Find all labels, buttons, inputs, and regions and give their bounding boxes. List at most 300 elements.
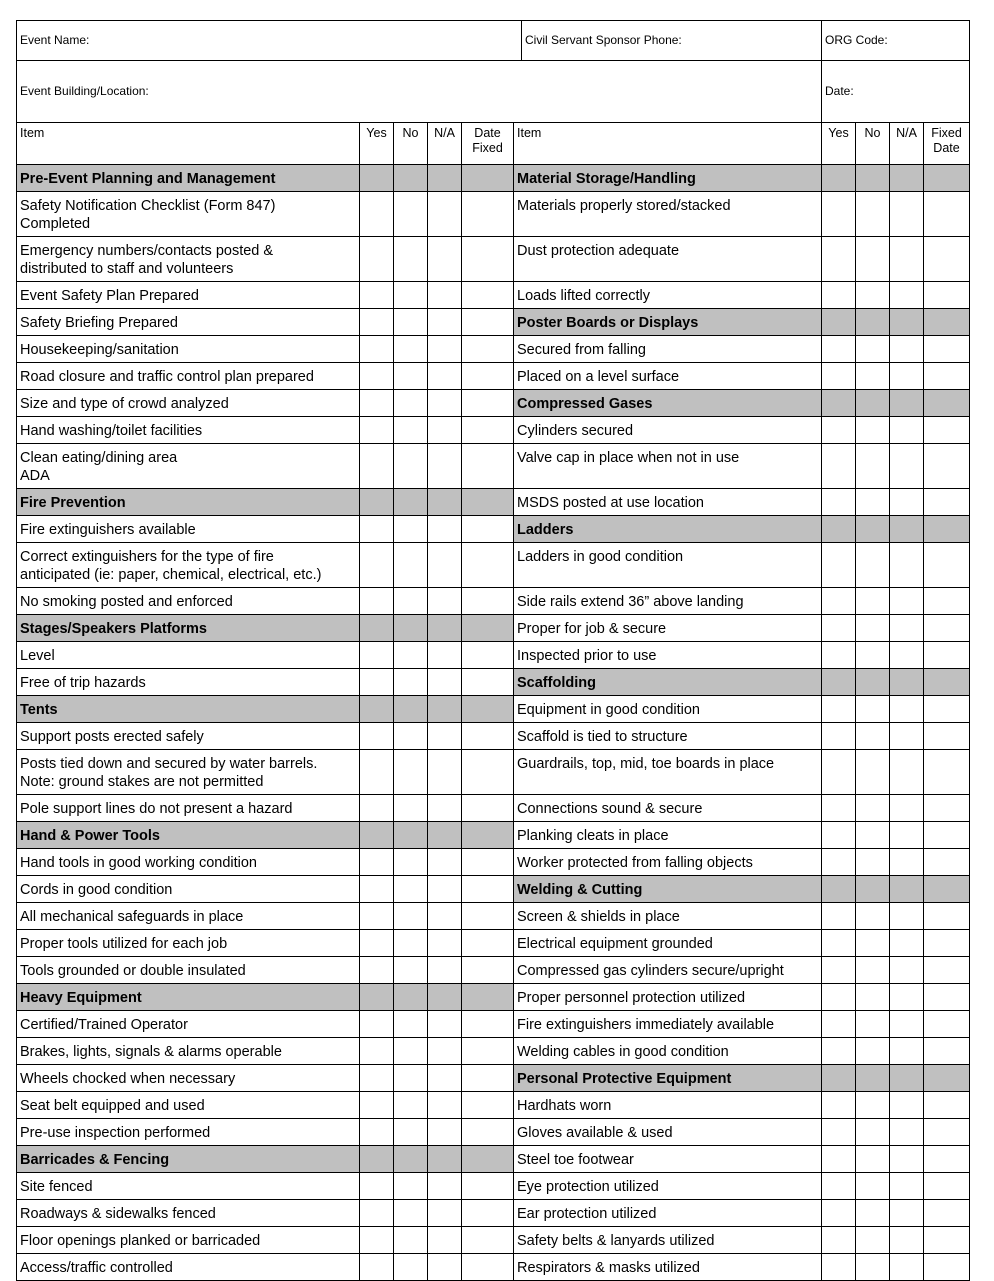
left-item-header: Item xyxy=(17,123,360,165)
right-na-checkbox-cell[interactable] xyxy=(890,750,924,795)
left-yes-checkbox-cell[interactable] xyxy=(360,1011,394,1038)
left-yes-checkbox-cell[interactable] xyxy=(360,309,394,336)
left-fixed-checkbox-cell[interactable] xyxy=(462,543,514,588)
right-na-checkbox-cell[interactable] xyxy=(890,930,924,957)
right-yes-checkbox-cell[interactable] xyxy=(822,696,856,723)
right-yes-checkbox-cell[interactable] xyxy=(822,1038,856,1065)
right-no-checkbox-cell[interactable] xyxy=(856,588,890,615)
right-no-checkbox-cell[interactable] xyxy=(856,984,890,1011)
right-na-checkbox-cell[interactable] xyxy=(890,237,924,282)
right-no-checkbox-cell[interactable] xyxy=(856,363,890,390)
right-na-checkbox-cell[interactable] xyxy=(890,1173,924,1200)
right-na-header: N/A xyxy=(890,123,924,165)
left-yes-checkbox-cell[interactable] xyxy=(360,390,394,417)
left-fixed-checkbox-cell[interactable] xyxy=(462,1092,514,1119)
left-fixed-checkbox-cell[interactable] xyxy=(462,1254,514,1281)
checklist-sheet xyxy=(16,20,969,1281)
right-no-checkbox-cell[interactable] xyxy=(856,444,890,489)
left-no-checkbox-cell[interactable] xyxy=(394,237,428,282)
right-checklist-item: Ear protection utilized xyxy=(514,1200,822,1227)
right-yes-checkbox-cell xyxy=(822,669,856,696)
left-no-checkbox-cell[interactable] xyxy=(394,309,428,336)
right-na-checkbox-cell[interactable] xyxy=(890,1146,924,1173)
right-fixed-checkbox-cell[interactable] xyxy=(924,930,970,957)
left-no-checkbox-cell[interactable] xyxy=(394,192,428,237)
right-no-checkbox-cell[interactable] xyxy=(856,1173,890,1200)
left-na-checkbox-cell[interactable] xyxy=(428,957,462,984)
right-yes-checkbox-cell[interactable] xyxy=(822,1254,856,1281)
left-yes-checkbox-cell[interactable] xyxy=(360,588,394,615)
right-section-heading: Ladders xyxy=(514,516,822,543)
left-checklist-item: Clean eating/dining area ADA xyxy=(17,444,360,489)
right-na-checkbox-cell[interactable] xyxy=(890,1092,924,1119)
right-yes-checkbox-cell xyxy=(822,1065,856,1092)
left-checklist-item: Hand tools in good working condition xyxy=(17,849,360,876)
right-yes-checkbox-cell[interactable] xyxy=(822,444,856,489)
right-na-checkbox-cell[interactable] xyxy=(890,1119,924,1146)
right-fixed-checkbox-cell[interactable] xyxy=(924,642,970,669)
right-yes-checkbox-cell[interactable] xyxy=(822,417,856,444)
right-checklist-item: Gloves available & used xyxy=(514,1119,822,1146)
right-fixed-checkbox-cell[interactable] xyxy=(924,1119,970,1146)
right-yes-checkbox-cell[interactable] xyxy=(822,1092,856,1119)
left-no-checkbox-cell[interactable] xyxy=(394,1173,428,1200)
left-na-checkbox-cell[interactable] xyxy=(428,1119,462,1146)
right-fixed-checkbox-cell[interactable] xyxy=(924,1146,970,1173)
left-fixed-checkbox-cell[interactable] xyxy=(462,1011,514,1038)
left-yes-checkbox-cell[interactable] xyxy=(360,192,394,237)
left-na-checkbox-cell[interactable] xyxy=(428,849,462,876)
left-fixed-checkbox-cell[interactable] xyxy=(462,192,514,237)
left-fixed-checkbox-cell[interactable] xyxy=(462,309,514,336)
right-no-checkbox-cell[interactable] xyxy=(856,795,890,822)
right-na-checkbox-cell[interactable] xyxy=(890,696,924,723)
table-row xyxy=(17,1119,970,1146)
right-yes-checkbox-cell[interactable] xyxy=(822,588,856,615)
right-na-checkbox-cell[interactable] xyxy=(890,723,924,750)
left-na-checkbox-cell xyxy=(428,822,462,849)
left-no-checkbox-cell[interactable] xyxy=(394,1227,428,1254)
left-yes-checkbox-cell[interactable] xyxy=(360,903,394,930)
left-no-checkbox-cell[interactable] xyxy=(394,930,428,957)
right-yes-checkbox-cell[interactable] xyxy=(822,1227,856,1254)
left-na-checkbox-cell[interactable] xyxy=(428,1011,462,1038)
table-row xyxy=(17,1092,970,1119)
left-fixed-checkbox-cell[interactable] xyxy=(462,849,514,876)
event-name-field[interactable] xyxy=(17,21,522,61)
left-no-checkbox-cell xyxy=(394,822,428,849)
right-fixed-checkbox-cell[interactable] xyxy=(924,192,970,237)
left-na-checkbox-cell[interactable] xyxy=(428,282,462,309)
left-no-checkbox-cell[interactable] xyxy=(394,1065,428,1092)
right-checklist-item: Equipment in good condition xyxy=(514,696,822,723)
left-checklist-item: Site fenced xyxy=(17,1173,360,1200)
right-no-checkbox-cell[interactable] xyxy=(856,849,890,876)
left-fixed-checkbox-cell[interactable] xyxy=(462,588,514,615)
left-no-checkbox-cell[interactable] xyxy=(394,795,428,822)
left-yes-checkbox-cell[interactable] xyxy=(360,336,394,363)
left-fixed-checkbox-cell[interactable] xyxy=(462,1119,514,1146)
left-na-checkbox-cell[interactable] xyxy=(428,1227,462,1254)
right-na-checkbox-cell[interactable] xyxy=(890,984,924,1011)
left-yes-checkbox-cell[interactable] xyxy=(360,363,394,390)
right-no-checkbox-cell[interactable] xyxy=(856,1254,890,1281)
right-section-heading: Poster Boards or Displays xyxy=(514,309,822,336)
left-na-checkbox-cell[interactable] xyxy=(428,795,462,822)
right-fixed-checkbox-cell[interactable] xyxy=(924,1200,970,1227)
left-na-checkbox-cell[interactable] xyxy=(428,1173,462,1200)
right-fixed-checkbox-cell[interactable] xyxy=(924,489,970,516)
left-na-checkbox-cell[interactable] xyxy=(428,543,462,588)
right-no-checkbox-cell[interactable] xyxy=(856,1146,890,1173)
right-fixed-checkbox-cell[interactable] xyxy=(924,444,970,489)
right-na-checkbox-cell[interactable] xyxy=(890,903,924,930)
left-no-checkbox-cell[interactable] xyxy=(394,876,428,903)
left-yes-checkbox-cell[interactable] xyxy=(360,1038,394,1065)
left-no-checkbox-cell[interactable] xyxy=(394,336,428,363)
left-yes-checkbox-cell[interactable] xyxy=(360,669,394,696)
left-fixed-checkbox-cell[interactable] xyxy=(462,1038,514,1065)
right-yes-checkbox-cell[interactable] xyxy=(822,903,856,930)
left-no-checkbox-cell[interactable] xyxy=(394,543,428,588)
right-no-checkbox-cell[interactable] xyxy=(856,1119,890,1146)
right-yes-checkbox-cell[interactable] xyxy=(822,1146,856,1173)
right-yes-checkbox-cell[interactable] xyxy=(822,822,856,849)
left-no-checkbox-cell[interactable] xyxy=(394,903,428,930)
left-yes-checkbox-cell[interactable] xyxy=(360,1254,394,1281)
right-yes-header: Yes xyxy=(822,123,856,165)
left-no-checkbox-cell[interactable] xyxy=(394,1092,428,1119)
right-checklist-item: Proper personnel protection utilized xyxy=(514,984,822,1011)
right-no-checkbox-cell[interactable] xyxy=(856,489,890,516)
left-na-checkbox-cell[interactable] xyxy=(428,1065,462,1092)
right-yes-checkbox-cell[interactable] xyxy=(822,615,856,642)
left-fixed-checkbox-cell[interactable] xyxy=(462,237,514,282)
right-no-checkbox-cell[interactable] xyxy=(856,1227,890,1254)
right-fixed-checkbox-cell[interactable] xyxy=(924,543,970,588)
left-yes-checkbox-cell[interactable] xyxy=(360,795,394,822)
right-no-checkbox-cell[interactable] xyxy=(856,417,890,444)
right-yes-checkbox-cell xyxy=(822,390,856,417)
right-no-checkbox-cell[interactable] xyxy=(856,696,890,723)
right-fixed-checkbox-cell[interactable] xyxy=(924,1092,970,1119)
left-no-checkbox-cell[interactable] xyxy=(394,390,428,417)
right-fixed-date-header: Fixed Date xyxy=(924,123,970,165)
left-yes-checkbox-cell[interactable] xyxy=(360,723,394,750)
event-location-field[interactable] xyxy=(17,61,822,123)
right-na-checkbox-cell[interactable] xyxy=(890,1011,924,1038)
left-na-checkbox-cell[interactable] xyxy=(428,723,462,750)
left-yes-checkbox-cell[interactable] xyxy=(360,237,394,282)
right-checklist-item: Screen & shields in place xyxy=(514,903,822,930)
right-fixed-checkbox-cell[interactable] xyxy=(924,363,970,390)
left-fixed-checkbox-cell[interactable] xyxy=(462,903,514,930)
left-checklist-item: Safety Notification Checklist (Form 847) Completed xyxy=(17,192,360,237)
right-no-checkbox-cell[interactable] xyxy=(856,336,890,363)
right-fixed-checkbox-cell[interactable] xyxy=(924,336,970,363)
left-no-checkbox-cell[interactable] xyxy=(394,282,428,309)
right-na-checkbox-cell[interactable] xyxy=(890,444,924,489)
left-na-checkbox-cell[interactable] xyxy=(428,309,462,336)
right-fixed-checkbox-cell[interactable] xyxy=(924,849,970,876)
left-yes-checkbox-cell[interactable] xyxy=(360,1227,394,1254)
right-fixed-checkbox-cell[interactable] xyxy=(924,1173,970,1200)
left-na-checkbox-cell[interactable] xyxy=(428,1254,462,1281)
left-fixed-checkbox-cell[interactable] xyxy=(462,516,514,543)
left-section-heading: Fire Prevention xyxy=(17,489,360,516)
right-na-checkbox-cell[interactable] xyxy=(890,282,924,309)
right-na-checkbox-cell[interactable] xyxy=(890,363,924,390)
left-na-checkbox-cell[interactable] xyxy=(428,192,462,237)
left-section-heading: Stages/Speakers Platforms xyxy=(17,615,360,642)
right-yes-checkbox-cell[interactable] xyxy=(822,642,856,669)
left-yes-checkbox-cell[interactable] xyxy=(360,444,394,489)
right-checklist-item: Materials properly stored/stacked xyxy=(514,192,822,237)
left-no-checkbox-cell[interactable] xyxy=(394,1119,428,1146)
right-yes-checkbox-cell[interactable] xyxy=(822,930,856,957)
left-na-checkbox-cell[interactable] xyxy=(428,390,462,417)
left-no-checkbox-cell[interactable] xyxy=(394,957,428,984)
right-yes-checkbox-cell[interactable] xyxy=(822,363,856,390)
right-yes-checkbox-cell[interactable] xyxy=(822,543,856,588)
right-na-checkbox-cell[interactable] xyxy=(890,795,924,822)
left-na-checkbox-cell[interactable] xyxy=(428,444,462,489)
left-na-checkbox-cell[interactable] xyxy=(428,750,462,795)
left-na-checkbox-cell[interactable] xyxy=(428,642,462,669)
left-yes-checkbox-cell[interactable] xyxy=(360,642,394,669)
right-no-checkbox-cell[interactable] xyxy=(856,903,890,930)
left-fixed-checkbox-cell[interactable] xyxy=(462,750,514,795)
right-no-checkbox-cell[interactable] xyxy=(856,1200,890,1227)
right-na-checkbox-cell[interactable] xyxy=(890,1227,924,1254)
right-na-checkbox-cell[interactable] xyxy=(890,336,924,363)
right-no-checkbox-cell[interactable] xyxy=(856,1011,890,1038)
right-no-checkbox-cell[interactable] xyxy=(856,957,890,984)
left-yes-checkbox-cell[interactable] xyxy=(360,1065,394,1092)
left-yes-checkbox-cell[interactable] xyxy=(360,516,394,543)
right-yes-checkbox-cell[interactable] xyxy=(822,1119,856,1146)
left-no-checkbox-cell xyxy=(394,696,428,723)
left-yes-checkbox-cell[interactable] xyxy=(360,849,394,876)
right-fixed-checkbox-cell[interactable] xyxy=(924,417,970,444)
left-fixed-checkbox-cell[interactable] xyxy=(462,957,514,984)
right-yes-checkbox-cell[interactable] xyxy=(822,489,856,516)
left-no-checkbox-cell[interactable] xyxy=(394,849,428,876)
left-na-checkbox-cell[interactable] xyxy=(428,588,462,615)
left-na-checkbox-cell[interactable] xyxy=(428,669,462,696)
right-no-checkbox-cell[interactable] xyxy=(856,543,890,588)
right-fixed-checkbox-cell[interactable] xyxy=(924,723,970,750)
left-yes-checkbox-cell[interactable] xyxy=(360,876,394,903)
right-section-heading: Compressed Gases xyxy=(514,390,822,417)
right-na-checkbox-cell[interactable] xyxy=(890,417,924,444)
table-row xyxy=(17,390,970,417)
right-yes-checkbox-cell[interactable] xyxy=(822,1173,856,1200)
right-fixed-checkbox-cell[interactable] xyxy=(924,696,970,723)
right-yes-checkbox-cell[interactable] xyxy=(822,282,856,309)
right-yes-checkbox-cell[interactable] xyxy=(822,1011,856,1038)
right-fixed-checkbox-cell[interactable] xyxy=(924,822,970,849)
right-yes-checkbox-cell[interactable] xyxy=(822,723,856,750)
table-row xyxy=(17,237,970,282)
right-no-checkbox-cell[interactable] xyxy=(856,822,890,849)
left-no-checkbox-cell[interactable] xyxy=(394,642,428,669)
right-na-checkbox-cell[interactable] xyxy=(890,1254,924,1281)
left-na-checkbox-cell[interactable] xyxy=(428,516,462,543)
right-no-checkbox-cell[interactable] xyxy=(856,723,890,750)
right-yes-checkbox-cell[interactable] xyxy=(822,1200,856,1227)
right-na-checkbox-cell[interactable] xyxy=(890,543,924,588)
left-fixed-checkbox-cell[interactable] xyxy=(462,642,514,669)
left-na-checkbox-cell[interactable] xyxy=(428,417,462,444)
left-no-checkbox-cell[interactable] xyxy=(394,750,428,795)
left-fixed-checkbox-cell[interactable] xyxy=(462,444,514,489)
left-no-checkbox-cell[interactable] xyxy=(394,363,428,390)
right-na-checkbox-cell[interactable] xyxy=(890,822,924,849)
right-yes-checkbox-cell[interactable] xyxy=(822,192,856,237)
right-fixed-checkbox-cell[interactable] xyxy=(924,957,970,984)
right-fixed-checkbox-cell[interactable] xyxy=(924,750,970,795)
left-yes-checkbox-cell[interactable] xyxy=(360,543,394,588)
left-fixed-checkbox-cell[interactable] xyxy=(462,390,514,417)
right-no-checkbox-cell[interactable] xyxy=(856,1092,890,1119)
right-no-checkbox-cell[interactable] xyxy=(856,1038,890,1065)
left-fixed-checkbox-cell[interactable] xyxy=(462,1065,514,1092)
date-field[interactable] xyxy=(822,61,970,123)
right-yes-checkbox-cell[interactable] xyxy=(822,750,856,795)
right-na-checkbox-cell[interactable] xyxy=(890,1038,924,1065)
left-fixed-checkbox-cell[interactable] xyxy=(462,795,514,822)
right-na-checkbox-cell[interactable] xyxy=(890,489,924,516)
left-fixed-checkbox-cell[interactable] xyxy=(462,417,514,444)
right-na-checkbox-cell[interactable] xyxy=(890,849,924,876)
left-fixed-checkbox-cell[interactable] xyxy=(462,669,514,696)
right-checklist-item: Guardrails, top, mid, toe boards in place xyxy=(514,750,822,795)
left-fixed-checkbox-cell[interactable] xyxy=(462,1200,514,1227)
right-section-heading: Scaffolding xyxy=(514,669,822,696)
right-fixed-checkbox-cell[interactable] xyxy=(924,795,970,822)
right-yes-checkbox-cell[interactable] xyxy=(822,336,856,363)
left-fixed-checkbox-cell[interactable] xyxy=(462,282,514,309)
right-fixed-checkbox-cell[interactable] xyxy=(924,984,970,1011)
right-no-checkbox-cell[interactable] xyxy=(856,930,890,957)
left-yes-checkbox-cell[interactable] xyxy=(360,1200,394,1227)
org-code-field[interactable] xyxy=(822,21,970,61)
right-fixed-checkbox-cell[interactable] xyxy=(924,588,970,615)
left-na-checkbox-cell xyxy=(428,165,462,192)
table-row xyxy=(17,1200,970,1227)
left-fixed-checkbox-cell[interactable] xyxy=(462,723,514,750)
right-fixed-checkbox-cell[interactable] xyxy=(924,1011,970,1038)
left-na-checkbox-cell[interactable] xyxy=(428,237,462,282)
table-row xyxy=(17,849,970,876)
right-na-checkbox-cell[interactable] xyxy=(890,642,924,669)
right-na-checkbox-cell xyxy=(890,309,924,336)
left-no-checkbox-cell[interactable] xyxy=(394,1038,428,1065)
right-no-checkbox-cell xyxy=(856,309,890,336)
right-no-checkbox-cell[interactable] xyxy=(856,282,890,309)
right-na-checkbox-cell[interactable] xyxy=(890,957,924,984)
left-section-heading: Heavy Equipment xyxy=(17,984,360,1011)
left-no-checkbox-cell xyxy=(394,1146,428,1173)
right-no-checkbox-cell[interactable] xyxy=(856,642,890,669)
right-yes-checkbox-cell[interactable] xyxy=(822,957,856,984)
right-fixed-checkbox-cell[interactable] xyxy=(924,1254,970,1281)
right-yes-checkbox-cell[interactable] xyxy=(822,984,856,1011)
left-no-checkbox-cell[interactable] xyxy=(394,1200,428,1227)
left-no-checkbox-cell xyxy=(394,489,428,516)
left-checklist-item: Support posts erected safely xyxy=(17,723,360,750)
left-na-checkbox-cell[interactable] xyxy=(428,1200,462,1227)
right-yes-checkbox-cell[interactable] xyxy=(822,237,856,282)
left-no-checkbox-cell[interactable] xyxy=(394,1254,428,1281)
left-no-header: No xyxy=(394,123,428,165)
right-no-checkbox-cell[interactable] xyxy=(856,192,890,237)
left-na-checkbox-cell[interactable] xyxy=(428,363,462,390)
right-fixed-checkbox-cell[interactable] xyxy=(924,1227,970,1254)
date-label: Date: xyxy=(825,83,854,98)
left-yes-checkbox-cell[interactable] xyxy=(360,750,394,795)
left-na-checkbox-cell[interactable] xyxy=(428,1092,462,1119)
left-no-checkbox-cell[interactable] xyxy=(394,588,428,615)
left-yes-checkbox-cell[interactable] xyxy=(360,1119,394,1146)
left-no-checkbox-cell[interactable] xyxy=(394,669,428,696)
right-fixed-checkbox-cell[interactable] xyxy=(924,1038,970,1065)
left-na-checkbox-cell[interactable] xyxy=(428,336,462,363)
right-no-checkbox-cell[interactable] xyxy=(856,615,890,642)
left-yes-checkbox-cell[interactable] xyxy=(360,957,394,984)
right-no-checkbox-cell[interactable] xyxy=(856,750,890,795)
right-fixed-checkbox-cell[interactable] xyxy=(924,237,970,282)
right-yes-checkbox-cell[interactable] xyxy=(822,795,856,822)
left-na-checkbox-cell[interactable] xyxy=(428,930,462,957)
right-na-checkbox-cell[interactable] xyxy=(890,1200,924,1227)
right-checklist-item: Electrical equipment grounded xyxy=(514,930,822,957)
left-yes-checkbox-cell[interactable] xyxy=(360,930,394,957)
left-no-checkbox-cell[interactable] xyxy=(394,417,428,444)
left-fixed-checkbox-cell[interactable] xyxy=(462,363,514,390)
left-fixed-checkbox-cell[interactable] xyxy=(462,1173,514,1200)
right-fixed-checkbox-cell[interactable] xyxy=(924,903,970,930)
left-no-checkbox-cell[interactable] xyxy=(394,723,428,750)
left-fixed-checkbox-cell[interactable] xyxy=(462,1227,514,1254)
left-no-checkbox-cell[interactable] xyxy=(394,516,428,543)
left-na-checkbox-cell[interactable] xyxy=(428,1038,462,1065)
right-fixed-checkbox-cell[interactable] xyxy=(924,615,970,642)
left-na-checkbox-cell[interactable] xyxy=(428,903,462,930)
right-na-checkbox-cell xyxy=(890,1065,924,1092)
left-no-checkbox-cell[interactable] xyxy=(394,444,428,489)
sponsor-phone-field[interactable] xyxy=(522,21,822,61)
right-fixed-checkbox-cell xyxy=(924,669,970,696)
right-na-checkbox-cell[interactable] xyxy=(890,192,924,237)
right-na-checkbox-cell[interactable] xyxy=(890,615,924,642)
left-na-checkbox-cell xyxy=(428,984,462,1011)
left-no-checkbox-cell[interactable] xyxy=(394,1011,428,1038)
right-na-checkbox-cell[interactable] xyxy=(890,588,924,615)
left-fixed-checkbox-cell[interactable] xyxy=(462,336,514,363)
right-fixed-checkbox-cell[interactable] xyxy=(924,282,970,309)
left-yes-checkbox-cell[interactable] xyxy=(360,1173,394,1200)
left-na-checkbox-cell[interactable] xyxy=(428,876,462,903)
right-no-checkbox-cell[interactable] xyxy=(856,237,890,282)
left-fixed-checkbox-cell[interactable] xyxy=(462,876,514,903)
left-yes-checkbox-cell[interactable] xyxy=(360,417,394,444)
left-yes-checkbox-cell[interactable] xyxy=(360,282,394,309)
left-fixed-checkbox-cell[interactable] xyxy=(462,930,514,957)
right-yes-checkbox-cell[interactable] xyxy=(822,849,856,876)
left-yes-checkbox-cell[interactable] xyxy=(360,1092,394,1119)
